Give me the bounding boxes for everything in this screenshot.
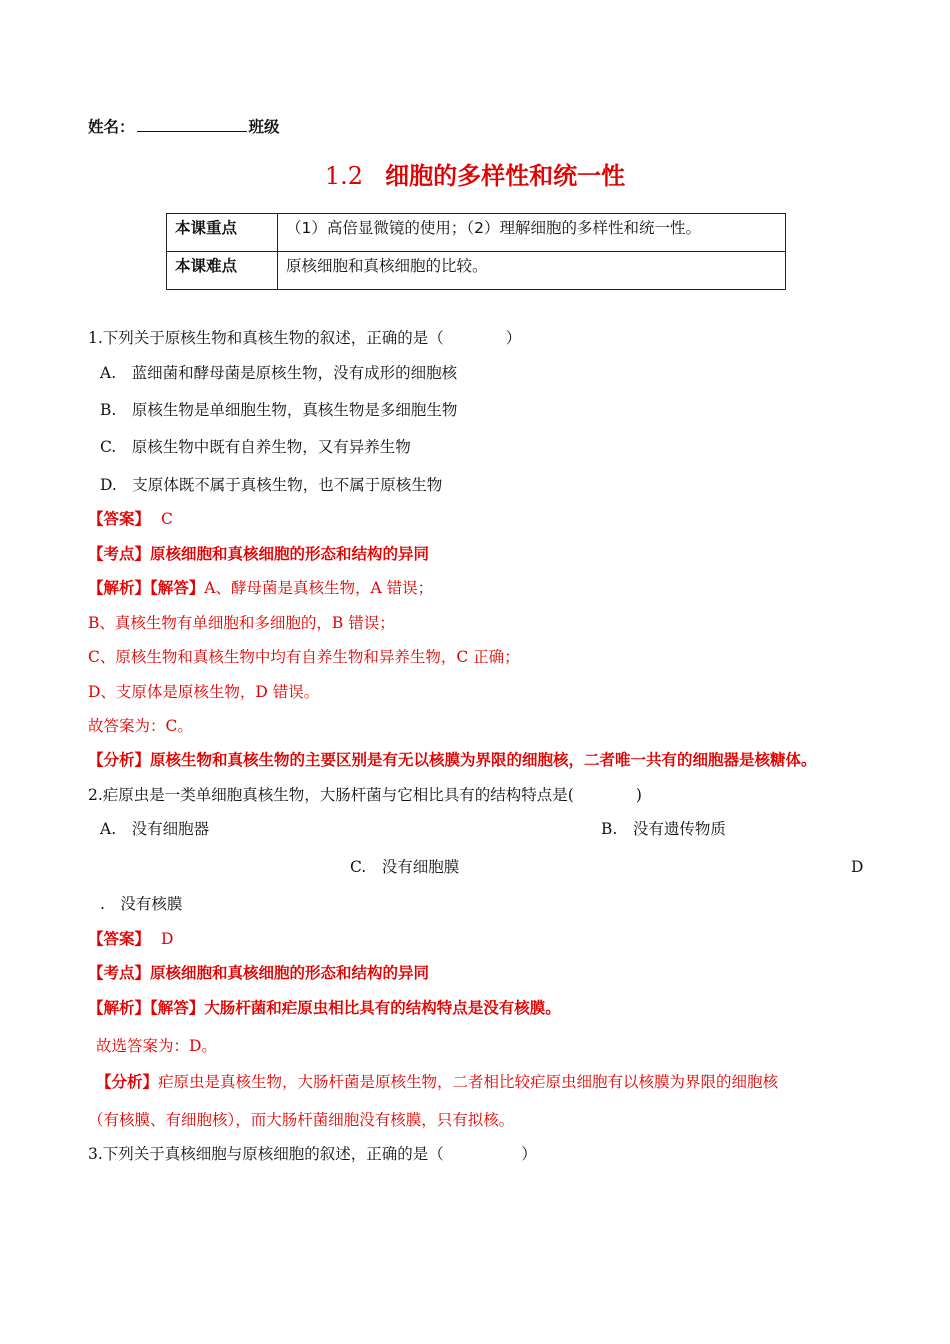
difficulty-label: 本课难点 (167, 252, 278, 290)
q2-option-c: C. 没有细胞膜 (350, 858, 460, 876)
point-text: 原核细胞和真核细胞的形态和结构的异同 (150, 963, 430, 982)
answer-value: C (160, 510, 173, 528)
q1-point (88, 543, 429, 565)
title-number: 1.2 (324, 162, 364, 190)
analysis-tag: 【解析】【解答】 (88, 998, 205, 1017)
q1-fenxi (88, 749, 817, 771)
q2-option-a: A. 没有细胞器 (100, 820, 210, 838)
analysis-line: A、酵母菌是真核生物，A 错误； (204, 579, 434, 597)
q3-stem: 3.下列关于真核细胞与原核细胞的叙述，正确的是（ ） (88, 1145, 537, 1163)
point-tag: 【考点】 (88, 544, 151, 563)
key-points-table (166, 213, 786, 290)
key-label: 本课重点 (167, 214, 278, 252)
point-tag: 【考点】 (88, 963, 151, 982)
analysis-line: B、真核生物有单细胞和多细胞的，B 错误； (88, 614, 395, 632)
table-row (167, 252, 786, 290)
q1-analysis (88, 577, 433, 599)
q2-option-b: B. 没有遗传物质 (601, 820, 726, 838)
q1-stem: 1.下列关于原核生物和真核生物的叙述，正确的是（ ） (88, 329, 522, 347)
q2-stem: 2.疟原虫是一类单细胞真核生物，大肠杆菌与它相比具有的结构特点是( ) (88, 786, 642, 804)
analysis-conclusion: 故选答案为：D。 (96, 1037, 217, 1055)
name-blank[interactable] (137, 116, 247, 132)
title-text: 细胞的多样性和统一性 (385, 162, 626, 190)
page-title (0, 156, 950, 191)
fenxi-text: 疟原虫是真核生物，大肠杆菌是原核生物，二者相比较疟原虫细胞有以核膜为界限的细胞核 (158, 1073, 779, 1091)
fenxi-tag: 【分析】 (88, 750, 151, 769)
fenxi-text-continued: （有核膜、有细胞核），而大肠杆菌细胞没有核膜，只有拟核。 (88, 1111, 515, 1129)
q2-fenxi (96, 1071, 778, 1093)
q2-answer (88, 928, 173, 950)
q1-option-c: C. 原核生物中既有自养生物，又有异养生物 (100, 438, 411, 456)
answer-value: D (160, 930, 174, 948)
analysis-tag: 【解析】【解答】 (88, 578, 205, 597)
fenxi-tag: 【分析】 (96, 1072, 159, 1091)
q1-option-d: D. 支原体既不属于真核生物，也不属于原核生物 (100, 476, 443, 494)
difficulty-value: 原核细胞和真核细胞的比较。 (278, 252, 786, 290)
answer-tag: 【答案】 (88, 509, 151, 528)
answer-tag: 【答案】 (88, 929, 151, 948)
fenxi-text: 原核生物和真核生物的主要区别是有无以核膜为界限的细胞核，二者唯一共有的细胞器是核糖体。 (150, 750, 817, 769)
analysis-conclusion: 故答案为：C。 (88, 717, 193, 735)
name-label: 姓名： (88, 118, 135, 136)
q1-option-a: A. 蓝细菌和酵母菌是原核生物，没有成形的细胞核 (100, 364, 458, 382)
table-row (167, 214, 786, 252)
analysis-line: C、原核生物和真核生物中均有自养生物和异养生物，C 正确； (88, 648, 520, 666)
q2-option-d: . 没有核膜 (100, 895, 183, 913)
q2-point (88, 962, 429, 984)
q2-option-d-letter: D (851, 858, 864, 876)
q2-analysis (88, 997, 561, 1019)
class-label: 班级 (248, 118, 280, 136)
point-text: 原核细胞和真核细胞的形态和结构的异同 (150, 544, 430, 563)
q1-answer (88, 508, 173, 530)
analysis-line: D、支原体是原核生物，D 错误。 (88, 683, 320, 701)
analysis-text: 大肠杆菌和疟原虫相比具有的结构特点是没有核膜。 (204, 998, 561, 1017)
key-value: （1）高倍显微镜的使用；（2）理解细胞的多样性和统一性。 (278, 214, 786, 252)
q1-option-b: B. 原核生物是单细胞生物，真核生物是多细胞生物 (100, 401, 458, 419)
name-class-line (88, 116, 280, 138)
